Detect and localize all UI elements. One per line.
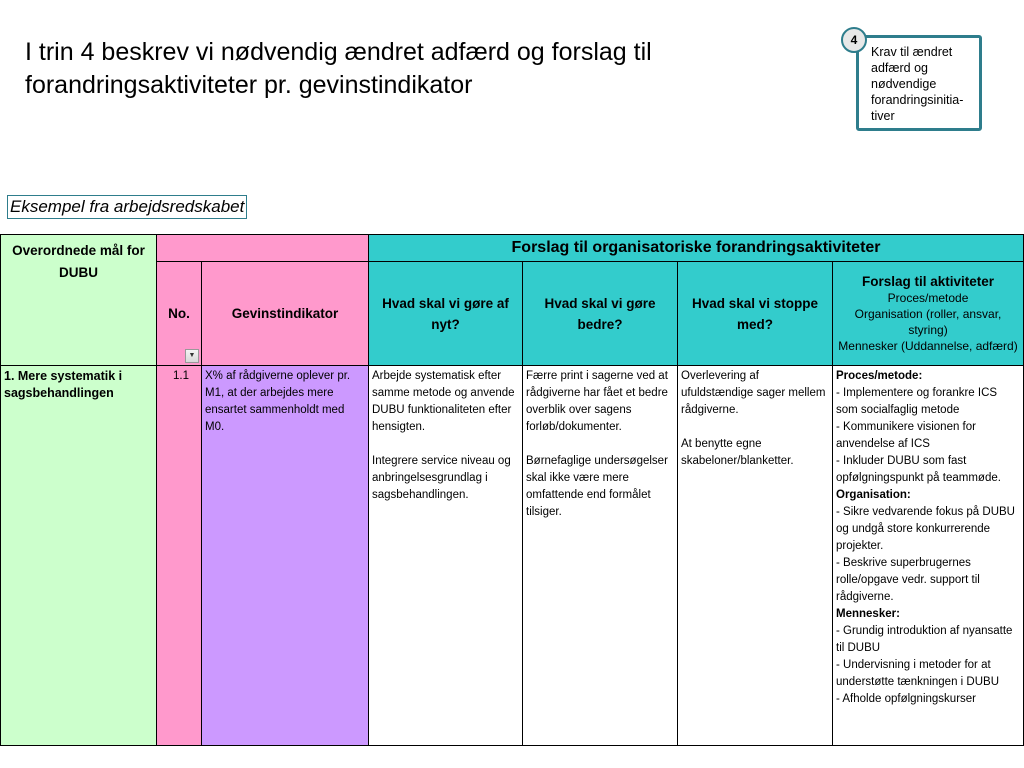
cell-better-text-2: Børnefaglige undersøgelser skal ikke være mere omfattende end formålet tilsiger. — [526, 455, 668, 518]
cell-new-text-2: Integrere service niveau og anbringelsesgrundlag i sagsbehandlingen. — [372, 455, 511, 501]
cell-better — [523, 366, 678, 746]
header-no-label: No. — [168, 306, 190, 321]
header-goal — [1, 235, 157, 366]
people-item-2: - Undervisning i metoder for at understøtte tænkningen i DUBU — [836, 659, 999, 688]
proces-item-1: - Implementere og forankre ICS som socialfaglig metode — [836, 387, 998, 416]
proces-label: Proces/metode: — [836, 370, 923, 382]
cell-stop — [678, 366, 833, 746]
cell-stop-text-1: Overlevering af ufuldstændige sager mellem rådgiverne. — [681, 370, 826, 416]
cell-activities — [833, 366, 1024, 746]
filter-dropdown-icon[interactable]: ▼ — [185, 349, 199, 363]
header-goal-label: Overordnede mål for DUBU — [12, 243, 145, 280]
header-activities-sub-3: Mennesker (Uddannelse, adfærd) — [838, 338, 1018, 353]
cell-better-text-1: Færre print i sagerne ved at rådgiverne har fået et bedre overblik over sagens forløb/dokumenter. — [526, 370, 668, 433]
cell-stop-text-2: At benytte egne skabeloner/blanketter. — [681, 438, 794, 467]
header-stop: Hvad skal vi stoppe med? — [678, 262, 833, 366]
people-item-1: - Grundig introduktion af nyansatte til DUBU — [836, 625, 1013, 654]
cell-new — [369, 366, 523, 746]
header-no — [157, 262, 202, 366]
step-badge: 4 — [841, 27, 867, 53]
cell-indicator: X% af rådgiverne oplever pr. M1, at der arbejdes mere ensartet sammenholdt med M0. — [202, 366, 369, 746]
header-activities-sub-1: Proces/metode — [887, 290, 969, 305]
activities-table — [0, 234, 1024, 746]
header-activities-title: Forslag til aktiviteter — [862, 273, 995, 289]
table-row — [1, 366, 1024, 746]
header-better: Hvad skal vi gøre bedre? — [523, 262, 678, 366]
header-pink-spacer — [157, 235, 369, 262]
callout-text: Krav til ændret adfærd og nødvendige forandringsinitia-tiver — [871, 45, 964, 123]
org-item-2: - Beskrive superbrugernes rolle/opgave vedr. support til rådgiverne. — [836, 557, 980, 603]
proces-item-3: - Inkluder DUBU som fast opfølgningspunkt på teammøde. — [836, 455, 1001, 484]
cell-no: 1.1 — [157, 366, 202, 746]
people-label: Mennesker: — [836, 608, 900, 620]
header-activities-sub-2: Organisation (roller, ansvar, styring) — [854, 306, 1002, 337]
page-title: I trin 4 beskrev vi nødvendig ændret adfærd og forslag til forandringsaktiviteter pr. gevinstindikator — [25, 38, 652, 99]
cell-goal: 1. Mere systematik i sagsbehandlingen — [1, 366, 157, 746]
proces-item-2: - Kommunikere visionen for anvendelse af ICS — [836, 421, 976, 450]
header-new: Hvad skal vi gøre af nyt? — [369, 262, 523, 366]
org-item-1: - Sikre vedvarende fokus på DUBU og undgå store konkurrerende projekter. — [836, 506, 1015, 552]
cell-new-text-1: Arbejde systematisk efter samme metode og anvende DUBU funktionaliteten efter hensigten. — [372, 370, 515, 433]
header-activities — [833, 262, 1024, 366]
people-item-3: - Afholde opfølgningskurser — [836, 693, 976, 705]
org-label: Organisation: — [836, 489, 911, 501]
header-forslag: Forslag til organisatoriske forandringsaktiviteter — [369, 235, 1024, 262]
header-indicator: Gevinstindikator — [202, 262, 369, 366]
step-callout — [856, 35, 982, 131]
example-label: Eksempel fra arbejdsredskabet — [7, 195, 247, 219]
